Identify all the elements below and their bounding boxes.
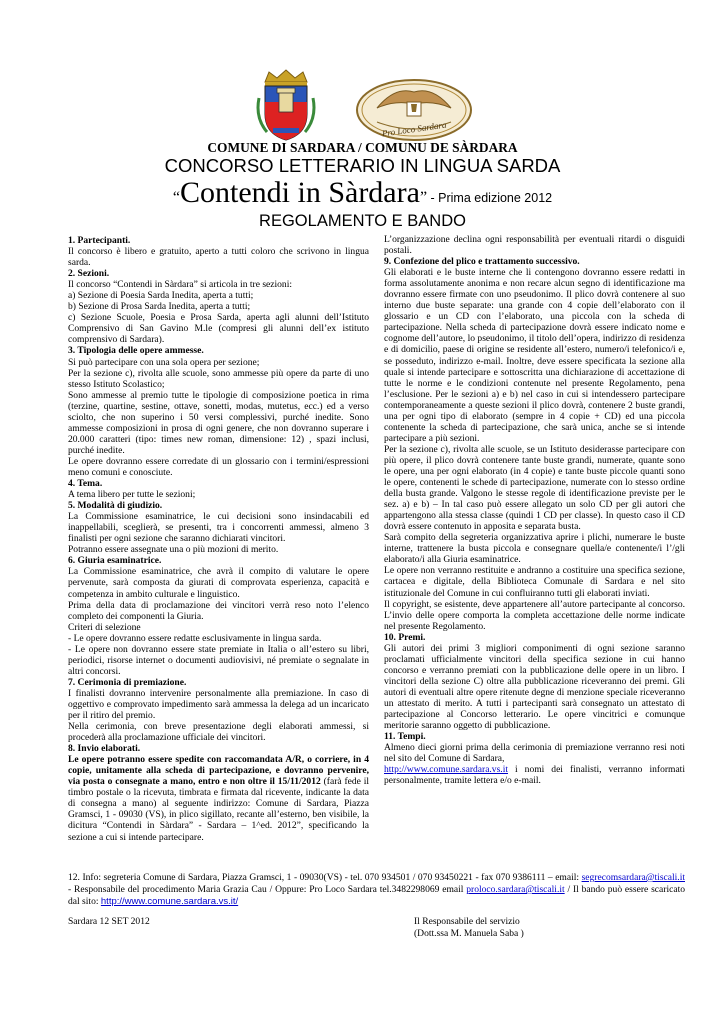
paragraph: Potranno essere assegnate una o più mozioni di merito. [68,544,279,556]
logos [255,68,485,146]
info-text-c: / Il bando può essere scaricato dal sito: [68,884,685,907]
signature-name: (Dott.ssa M. Manuela Saba ) [414,928,524,939]
title-text: Contendi in Sàrdara [179,176,420,209]
paragraph: Criteri di selezione [68,621,141,633]
paragraph [68,754,369,842]
section-heading: 2. Sezioni. [68,268,110,280]
site-link[interactable]: http://www.comune.sardara.vs.it/ [100,896,239,907]
paragraph: Sono ammesse al premio tutte le tipologie di composizione poetica in rima (terzine, quartine, sestine, ottave, sonetti, modas, mutetus, ecc.) ed a verso sciolto, che non superino i 50 versi complessivi, purché inedite. Sono ammesse composizioni in prosa di ogni genere, che non dovranno superare i 20.000 caratteri (tipo: times new roman, dimensione: 12) , spazi inclusi, purché inedite. [68,389,369,456]
paragraph: Prima della data di proclamazione dei vincitori verrà reso noto l’elenco completo dei componenti la Giuria. [68,599,369,622]
paragraph [384,764,685,786]
section-heading: 5. Modalità di giudizio. [68,500,163,512]
paragraph: Il copyright, se esistente, deve appartenere all’autore partecipante al concorso. L’invio delle opere comporta la completa accettazione delle norme indicate nel presente Regolamento. [384,598,685,632]
paragraph: Per la sezione c), rivolta alle scuole, se un Istituto desiderasse partecipare con più opere, il plico dovrà contenere tante buste grandi, numerate, quante sono le opere, una per ogni elaborato (in 4 copie) e tante buste piccole quanti sono le opere, contenenti le schede di partecipazione, numerate con lo stesso ordine della busta grande. Valgono le stesse regole di identificazione previste per le sez. a) e b) – In tal caso può essere allegato un solo CD per gli autori che appartengono alla stessa classe (quindi 1 CD per classe). In questo caso il CD dovrà essere contenuto in apposita e separata busta. [384,443,685,533]
paragraph: L’organizzazione declina ogni responsabilità per eventuali ritardi o disguidi postali. [384,234,685,257]
info-text-b: - Responsabile del procedimento Maria Grazia Cau / Oppure: Pro Loco Sardara tel.3482298069 email [68,884,467,895]
title-open-quote: “ [172,189,180,206]
paragraph: Per la sezione c), rivolta alle scuole, sono ammesse più opere da parte di uno stesso Istituto Scolastico; [68,367,369,390]
info-paragraph [68,872,685,908]
paragraph: La Commissione esaminatrice, le cui decisioni sono insindacabili ed inappellabili, sceglierà, se presenti, tra i concorrenti ammessi, almeno 3 finalisti per ogni sezione che saranno dichiarati vincitori. [68,511,369,545]
site-link[interactable]: http://www.comune.sardara.vs.it [384,764,508,776]
section-heading: 10. Premi. [384,631,426,643]
email-segreteria-link[interactable]: segrecomsardara@tiscali.it [581,872,685,883]
section-heading: 1. Partecipanti. [68,235,131,246]
paragraph: Il concorso “Contendi in Sàrdara” si articola in tre sezioni: [68,279,293,291]
signature-role: Il Responsabile del servizio [414,916,520,927]
left-column [68,235,369,843]
section-heading: 9. Confezione del plico e trattamento successivo. [384,256,580,268]
pro-loco-text: Pro Loco Sardara [381,119,447,139]
header-regolamento: REGOLAMENTO E BANDO [259,212,466,230]
paragraph: c) Sezione Scuole, Poesia e Prosa Sarda, aperta agli alunni dell’Istituto Comprensivo di San Gavino M.le (compresi gli alunni dell’ex istituto comprensivo di Sardara). [68,312,369,346]
section-heading: 6. Giuria esaminatrice. [68,555,162,567]
email-proloco-link[interactable]: proloco.sardara@tiscali.it [466,884,565,895]
paragraph: Le opere non verranno restituite e andranno a costituire una specifica sezione, cartacea e digitale, della Biblioteca Comunale di Sardara e nel sito istituzionale del Comune in cui confluiranno tutti gli elaborati inviati. [384,565,685,599]
title-close-quote: ” [419,189,428,206]
paragraph: Almeno dieci giorni prima della cerimonia di premiazione verranno resi noti nel sito del Comune di Sardara, [384,742,685,765]
paragraph: Si può partecipare con una sola opera per sezione; [68,356,260,368]
header-concorso: CONCORSO LETTERARIO IN LINGUA SARDA [164,155,561,176]
paragraph: b) Sezione di Prosa Sarda Inedita, aperta a tutti; [68,301,251,313]
paragraph: - Le opere non dovranno essere state premiate in Italia o all’estero su libri, periodici, risorse internet o documenti audiovisivi, né premiate o segnalate in altri concorsi. [68,643,369,677]
paragraph: Il concorso è libero e gratuito, aperto a tutti coloro che scrivono in lingua sarda. [68,246,369,269]
paragraph: La Commissione esaminatrice, che avrà il compito di valutare le opere pervenute, sarà composta da giurati di comprovata esperienza, capacità e competenza in ambito culturale e linguistico. [68,566,369,600]
right-column [384,234,685,786]
document-date: Sardara 12 SET 2012 [68,916,150,927]
info-text-a: 12. Info: segreteria Comune di Sardara, Piazza Gramsci, 1 - 09030(VS) - tel. 070 934501 / 070 93450221 - fax 070 9386111 – email: [68,872,582,883]
paragraph: a) Sezione di Poesia Sarda Inedita, aperta a tutti; [68,290,254,302]
title-edition: - Prima edizione 2012 [427,191,553,205]
paragraph-tail: (farà fede il timbro postale o la ricevuta, timbrata e firmata dal ricevente, indicante la data di consegna a mano) al seguente indirizzo: Comune di Sardara, Piazza Gramsci, 1 - 09030 (VS), in plico sigillato, recante all’esterno, ben visibile, la dicitura “Contendi in Sàrdara” - Sardara – 1^ed. 2012”, specificando la sezione a cui si intende partecipare. [68,776,370,843]
section-heading: 11. Tempi. [384,731,426,743]
paragraph: A tema libero per tutte le sezioni; [68,489,196,501]
paragraph: Le opere dovranno essere corredate di un glossario con i termini/espressioni meno comuni e conosciute. [68,455,369,478]
paragraph: Sarà compito della segreteria organizzativa aprire i plichi, numerare le buste interne, trattenere la busta piccola e consegnare quella/e contenente/i l’/gli elaborato/i alla Giuria esaminatrice. [384,532,685,566]
section-heading: 4. Tema. [68,478,103,490]
section-heading: 7. Cerimonia di premiazione. [68,676,187,688]
coat-of-arms-logo [255,68,317,142]
section-heading: 3. Tipologia delle opere ammesse. [68,345,204,357]
bold-text: Le opere potranno essere spedite con raccomandata A/R, o corriere, in 4 copie, unitamente alla scheda di partecipazione, e dovranno pervenire, via posta o consegnate a mano, entro e non oltre il 15/11/2012 [68,754,369,788]
paragraph: I finalisti dovranno intervenire personalmente alla premiazione. In caso di oggettivo e comprovato impedimento sarà ammessa la delega ad un incaricato per il ritiro del premio. [68,687,369,722]
paragraph: Nella cerimonia, con breve presentazione degli elaborati ammessi, si procederà alla proclamazione ufficiale dei vincitori. [68,721,369,744]
header-comune: COMUNE DI SARDARA / COMUNU DE SÀRDARA [207,140,518,155]
pro-loco-logo [355,78,473,142]
paragraph: Gli autori dei primi 3 migliori componimenti di ogni sezione saranno proclamati ufficialmente vincitori della specifica sezione in cui hanno concorso e verranno premiati con la pubblicazione delle opere in un libro. I vincitori della sezione C) oltre alla pubblicazione riceveranno dei premi. Gli autori di eventuali altre opere ritenute degne di menzione speciale riceveranno un attestato di merito. A tutti i partecipanti sarà consegnato un attestato di partecipazione al Concorso letterario. Le opere vincitrici e comunque meritorie saranno oggetto di pubblicazione. [384,642,685,732]
paragraph: - Le opere dovranno essere redatte esclusivamente in lingua sarda. [68,632,322,644]
signature-block [414,916,524,940]
section-heading: 8. Invio elaborati. [68,743,141,755]
paragraph: Gli elaborati e le buste interne che li contengono dovranno essere redatti in forma assolutamente anonima e non recare alcun segno di identificazione ma dovranno essere firmate con uno pseudonimo. Il plico dovrà contenere al suo interno due buste separate: una grande con 4 copie dell’elaborato con il glossario e un CD con l’elaborato, una piccola con la scheda di partecipazione. Nella scheda di partecipazione dovrà essere indicato nome e cognome dell’autore, lo pseudonimo, il titolo dell’opera, indirizzo di residenza e di domicilio, paese di origine se residente all’estero, numero/i telefonico/i e, se posseduto, indirizzo e-mail. Inoltre, deve essere specificata la sezione alla quale si intende partecipare e sottoscritta una dichiarazione di accettazione di tutte le norme e le condizioni contenute nel presente Regolamento, pena l’esclusione. Per le sezioni a) e b) nel caso in cui si intendessero partecipare contemporaneamente a queste sezioni il plico dovrà, contenere 2 buste grandi, una per ogni tipo di elaborato (sempre in 4 copie + CD) ed una piccola contenente la scheda di partecipazione, che sarà unica, anche se si intende partecipare a più sezioni. [384,267,685,444]
paragraph-tail: i nomi dei finalisti, verranno informati personalmente, tramite lettera e/o e-mail. [384,764,685,787]
header-title [0,176,725,210]
footer-info [68,872,685,908]
